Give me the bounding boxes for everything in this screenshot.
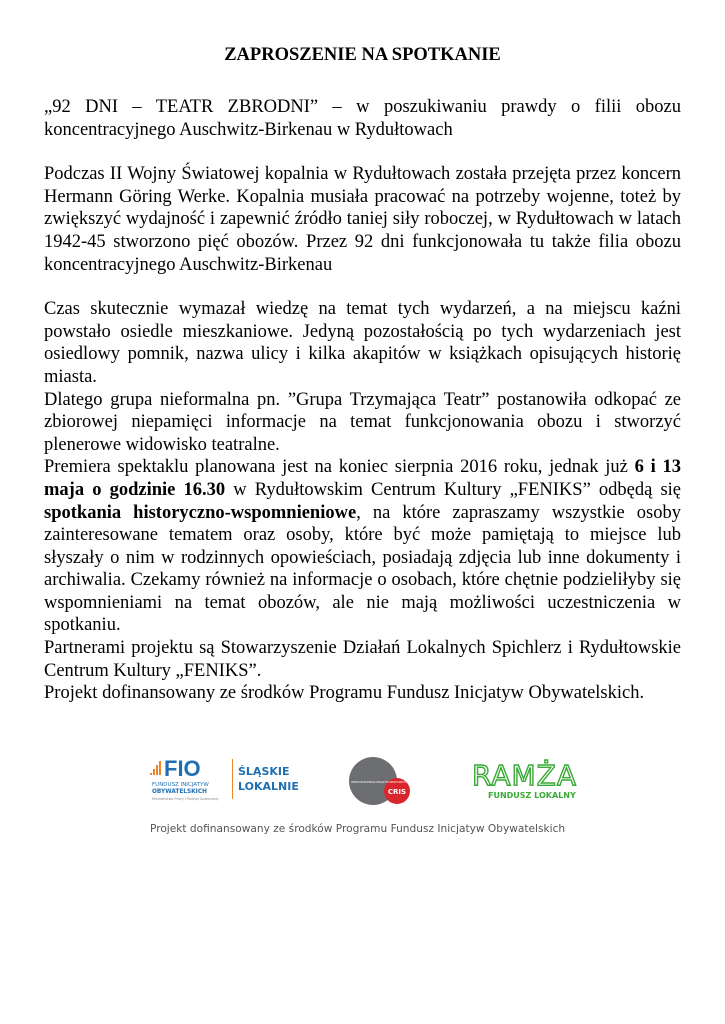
fio-logo (150, 757, 245, 805)
cris-badge: CRIS (387, 788, 407, 796)
paragraph-subtitle: „92 DNI – TEATR ZBRODNI” – w poszukiwaniu prawdy o filii obozu koncentracyjnego Auschwitz-Birkenau w Rydułtowach (44, 97, 681, 140)
premiere-text-mid: w Rydułtowskim Centrum Kultury „FENIKS” odbędą się (225, 479, 681, 500)
paragraph-premiere (44, 456, 681, 637)
paragraph-history: Podczas II Wojny Światowej kopalnia w Rydułtowach została przejęta przez koncern Hermann Göring Werke. Kopalnia musiała pracować na potrzeby wojenne, toteż by zwiększyć wydajność i zapewnić źródło taniej siły roboczej, w Rydułtowach w latach 1942-45 stworzono pięć obozów. Przez 92 dni funkcjonowała tu także filia obozu koncentracyjnego Auschwitz-Birkenau (44, 164, 681, 275)
fio-mark: FIO (164, 757, 201, 781)
premiere-text-end: , na które zapraszamy wszystkie osoby zainteresowane tematem oraz osoby, które być może pamiętają to miejsce lub słyszały o nim w rodzinnych opowieściach, posiadają zdjęcia lub inne dokumenty i archiwalia. Czekamy również na informacje o osobach, które chętnie podzieliłyby się wspomnieniami na temat obozów, ale nie mają możliwości uczestniczenia w spotkaniu. (44, 502, 681, 636)
ramza-subtitle: FUNDUSZ LOKALNY (488, 791, 576, 800)
paragraph-memory: Czas skutecznie wymazał wiedzę na temat tych wydarzeń, a na miejscu kaźni powstało osiedle mieszkaniowe. Jedyną pozostałością po tych wydarzeniach jest osiedlowy pomnik, nazwa ulicy i kilka akapitów w książkach opisujących historię miasta. (44, 299, 681, 387)
ramza-mark: RAMŻA (472, 759, 577, 792)
fio-line3: Ministerstwo Pracy i Polityki Społecznej (152, 797, 219, 801)
slaskie-line1: ŚLĄSKIE (238, 765, 290, 778)
page-title: ZAPROSZENIE NA SPOTKANIE (224, 45, 501, 65)
meeting-date: 6 i 13 maja o godzinie 16.30 (44, 457, 681, 500)
slaskie-lokalnie-logo (238, 763, 318, 803)
fio-line2: OBYWATELSKICH (152, 789, 207, 795)
cris-logo (345, 753, 420, 813)
cris-text: CENTRUM ROZWOJU INICJATYW SPOŁECZNYCH (351, 781, 407, 784)
paragraph-partners: Partnerami projektu są Stowarzyszenie Działań Lokalnych Spichlerz i Rydułtowskie Centrum Kultury „FENIKS”. (44, 638, 681, 681)
paragraph-group: Dlatego grupa nieformalna pn. ”Grupa Trzymająca Teatr” postanowiła odkopać ze zbiorowej niepamięci informacje na temat funkcjonowania obozu i stworzyć plenerowe widowisko teatralne. (44, 389, 681, 455)
ramza-logo (470, 755, 580, 805)
fio-line1: FUNDUSZ INICJATYW (152, 782, 209, 788)
logos-caption: Projekt dofinansowany ze środków Programu Fundusz Inicjatyw Obywatelskich (150, 823, 566, 835)
slaskie-line2: LOKALNIE (238, 780, 299, 793)
paragraph-funding: Projekt dofinansowany ze środków Programu Fundusz Inicjatyw Obywatelskich. (44, 683, 645, 704)
logo-divider (232, 759, 233, 799)
document-body (44, 96, 681, 705)
meeting-type: spotkania historyczno-wspomnieniowe (44, 502, 357, 523)
premiere-text-start: Premiera spektaklu planowana jest na koniec sierpnia 2016 roku, jednak już (44, 457, 635, 478)
